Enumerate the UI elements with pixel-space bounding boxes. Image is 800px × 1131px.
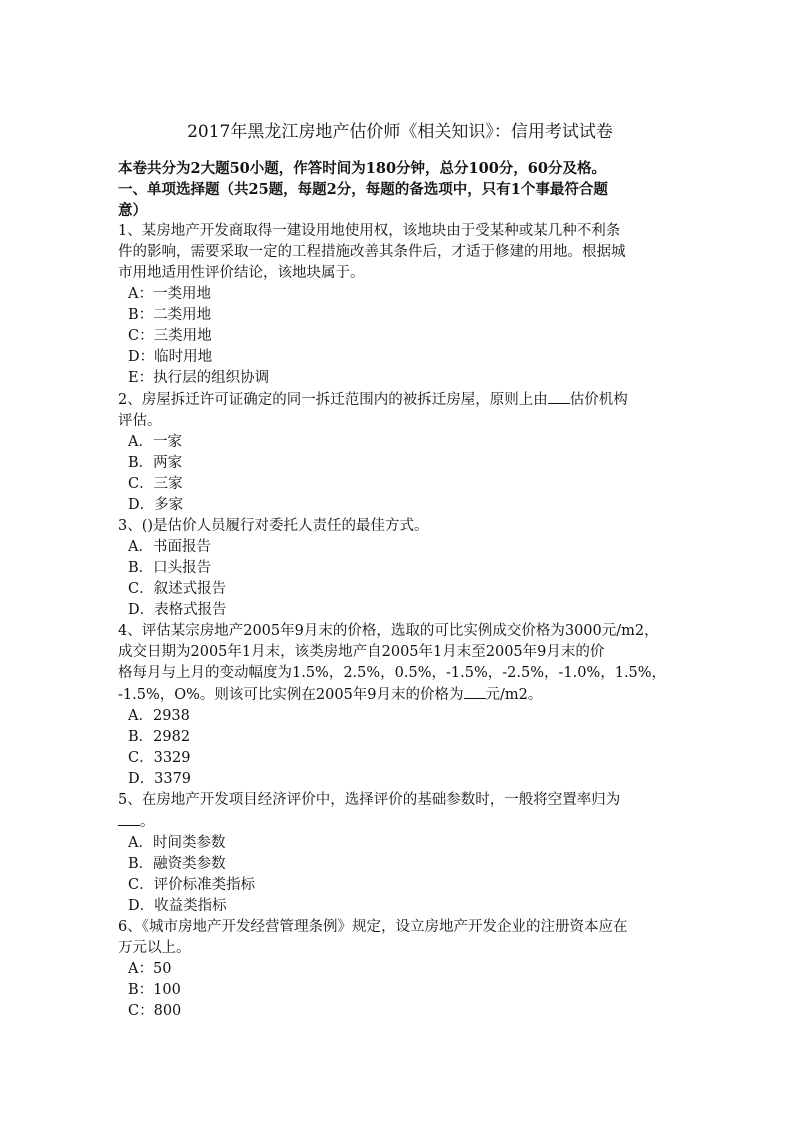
- option-a: A：一类用地: [128, 286, 211, 302]
- option-c: C：800: [128, 1003, 182, 1019]
- question-text-part: 2、房屋拆迁许可证确定的同一拆迁范围内的被拆迁房屋，原则上由: [118, 392, 548, 408]
- question-text-part: 元/m2。: [485, 687, 543, 703]
- question-text: 3、()是估价人员履行对委托人责任的最佳方式。: [118, 518, 429, 534]
- question-text: 件的影响，需要采取一定的工程措施改善其条件后，才适于修建的用地。根据城: [118, 244, 626, 260]
- question-3: [118, 516, 698, 621]
- answer-blank: [464, 684, 486, 699]
- exam-intro: 本卷共分为2大题50小题，作答时间为180分钟，总分100分，60分及格。: [118, 160, 606, 177]
- option-b: B．两家: [128, 455, 183, 471]
- question-text: 成交日期为2005年1月末，该类房地产自2005年1月末至2005年9月末的价: [118, 644, 605, 660]
- option-d: D：临时用地: [128, 349, 213, 365]
- section-heading: 一、单项选择题（共25题，每题2分，每题的备选项中，只有1个事最符合题: [118, 181, 608, 198]
- option-b: B．口头报告: [128, 560, 212, 576]
- question-5: [118, 790, 698, 917]
- option-a: A．时间类参数: [128, 835, 226, 851]
- question-text: 5、在房地产开发项目经济评价中，选择评价的基础参数时，一般将空置率归为: [118, 792, 621, 808]
- option-d: D．收益类指标: [128, 898, 227, 914]
- question-text: 4、评估某宗房地产2005年9月末的价格，选取的可比实例成交价格为3000元/m2，: [118, 623, 659, 639]
- option-c: C．3329: [128, 750, 191, 766]
- option-d: D．表格式报告: [128, 602, 227, 618]
- question-text: [118, 389, 698, 411]
- question-text: [118, 811, 698, 833]
- answer-blank: [118, 811, 140, 826]
- question-6: [118, 917, 698, 1022]
- option-c: C．三家: [128, 476, 183, 492]
- option-a: A．书面报告: [128, 539, 211, 555]
- option-c: C：三类用地: [128, 328, 212, 344]
- option-c: C．评价标准类指标: [128, 877, 256, 893]
- option-c: C．叙述式报告: [128, 581, 227, 597]
- question-2: [118, 389, 698, 516]
- document-body: [118, 158, 698, 1022]
- question-text-part: -1.5%，O%。则该可比实例在2005年9月末的价格为: [118, 687, 464, 703]
- question-4: [118, 621, 698, 790]
- option-a: A．一家: [128, 434, 182, 450]
- question-text: 格每月与上月的变动幅度为1.5%，2.5%，0.5%，-1.5%，-2.5%，-1.0%，1.5%，: [118, 665, 667, 681]
- option-a: A．2938: [128, 708, 190, 724]
- question-text-part: 。: [140, 814, 155, 830]
- option-b: B：二类用地: [128, 307, 212, 323]
- option-a: A：50: [128, 961, 172, 977]
- document-title: 2017年黑龙江房地产估价师《相关知识》：信用考试试卷: [187, 122, 613, 142]
- question-text: 市用地适用性评价结论，该地块属于。: [118, 265, 365, 281]
- option-b: B．2982: [128, 729, 191, 745]
- question-text: 评估。: [118, 413, 162, 429]
- option-b: B．融资类参数: [128, 856, 226, 872]
- option-d: D．多家: [128, 497, 184, 513]
- question-text-part: 估价机构: [569, 392, 628, 408]
- option-e: E：执行层的组织协调: [128, 370, 270, 386]
- question-text: [118, 684, 698, 706]
- question-text: 1、某房地产开发商取得一建设用地使用权，该地块由于受某种或某几种不利条: [118, 223, 621, 239]
- question-text: 6、《城市房地产开发经营管理条例》规定，设立房地产开发企业的注册资本应在: [118, 919, 628, 935]
- section-heading-cont: 意）: [118, 202, 147, 219]
- option-b: B：100: [128, 982, 181, 998]
- option-d: D．3379: [128, 771, 192, 787]
- answer-blank: [548, 389, 570, 404]
- question-1: [118, 221, 698, 389]
- question-text: 万元以上。: [118, 940, 191, 956]
